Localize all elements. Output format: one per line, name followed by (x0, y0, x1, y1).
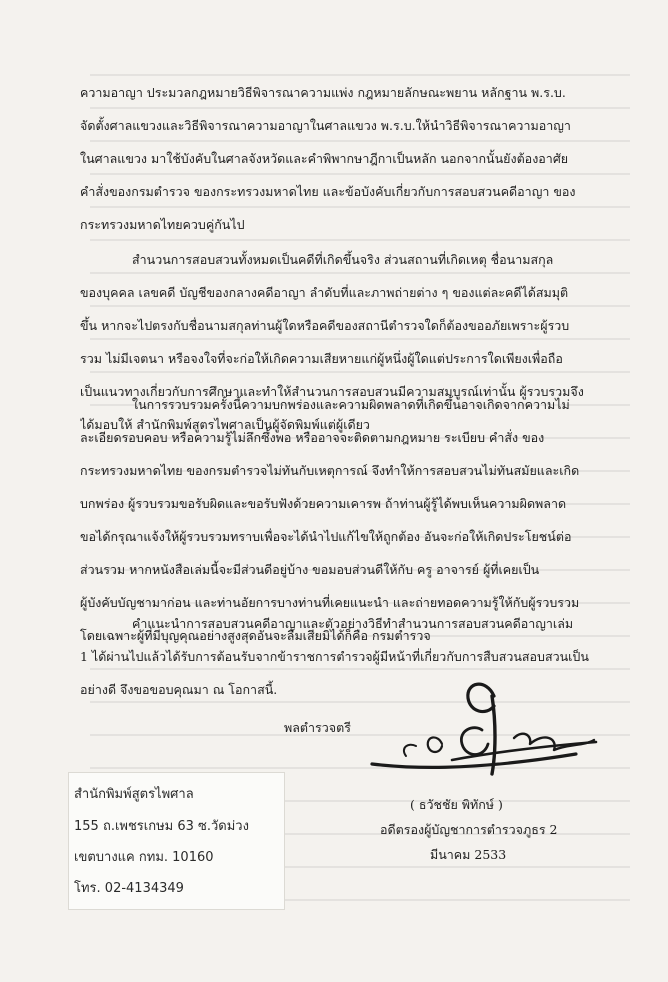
text-line: จัดตั้งศาลแขวงและวิธีพิจารณาความอาญาในศาลแขวง พ.ร.บ.ให้นำวิธีพิจารณาความอาญา (80, 118, 571, 133)
text-line: ในศาลแขวง มาใช้บังคับในศาลจังหวัดและคำพิพากษาฎีกาเป็นหลัก นอกจากนั้นยังต้องอาศัย (80, 151, 569, 166)
text-line: บกพร่อง ผู้รวบรวมขอรับผิดและขอรับฟังด้วยความเคารพ ถ้าท่านผู้รู้ได้พบเห็นความผิดพลาด (80, 496, 567, 511)
text-line: คำสั่งของกรมตำรวจ ของกระทรวงมหาดไทย และข้อบังคับเกี่ยวกับการสอบสวนคดีอาญา ของ (80, 184, 576, 199)
text-line: ส่วนรวม หากหนังสือเล่มนี้จะมีส่วนดีอยู่บ้าง ขอมอบส่วนดีให้กับ ครู อาจารย์ ผู้ที่เคยเป็น (80, 562, 540, 577)
text-line: กระทรวงมหาดไทยควบคู่กันไป (80, 217, 245, 232)
text-line: ในการรวบรวมครั้งนี้ความบกพร่องและความผิดพลาดที่เกิดขึ้นอาจเกิดจากความไม่ (132, 397, 570, 412)
text-line: สำนวนการสอบสวนทั้งหมดเป็นคดีที่เกิดขึ้นจริง ส่วนสถานที่เกิดเหตุ ชื่อนามสกุล (132, 252, 554, 267)
publisher-phone: โทร. 02-4134349 (74, 881, 184, 896)
text-line: 1 ได้ผ่านไปแล้วได้รับการต้อนรับจากข้าราชการตำรวจผู้มีหน้าที่เกี่ยวกับการสืบสวนสอบสวนเป็น (80, 649, 589, 664)
text-line: โดยเฉพาะผู้ที่มีบุญคุณอย่างสูงสุดอันจะลืมเสียมิได้ก็คือ กรมตำรวจ (80, 628, 431, 643)
signer-position: อดีตรองผู้บัญชาการตำรวจภูธร 2 (380, 822, 558, 837)
paragraph-laws (80, 76, 624, 241)
signer-rank: พลตำรวจตรี (284, 720, 351, 735)
handwritten-signature (346, 672, 616, 794)
text-line: ขึ้น หากจะไปตรงกับชื่อนามสกุลท่านผู้ใดหรือคดีของสถานีตำรวจใดก็ต้องขออภัยเพราะผู้รวบ (80, 318, 570, 333)
text-line: ละเอียดรอบคอบ หรือความรู้ไม่ลึกซึ้งพอ หรืออาจจะติดตามกฎหมาย ระเบียบ คำสั่ง ของ (80, 430, 545, 445)
text-line: ผู้บังคับบัญชามาก่อน และท่านอัยการบางท่านที่เคยแนะนำ และถ่ายทอดความรู้ให้กับผู้รวบรวม (80, 595, 580, 610)
text-line: ของบุคคล เลขคดี บัญชีของกลางคดีอาญา ลำดับที่และภาพถ่ายต่าง ๆ ของแต่ละคดีได้สมมุติ (80, 285, 569, 300)
publisher-district: เขตบางแค กทม. 10160 (74, 850, 214, 865)
signature-date: มีนาคม 2533 (430, 847, 507, 862)
text-line: คำแนะนำการสอบสวนคดีอาญาและตัวอย่างวิธีทำสำนวนการสอบสวนคดีอาญาเล่ม (132, 616, 574, 631)
text-line: ขอได้กรุณาแจ้งให้ผู้รวบรวมทราบเพื่อจะได้นำไปแก้ไขให้ถูกต้อง อันจะก่อให้เกิดประโยชน์ต่อ (80, 529, 572, 544)
signer-name: ( ธวัชชัย พิทักษ์ ) (410, 797, 503, 812)
text-line: ความอาญา ประมวลกฎหมายวิธีพิจารณาความแพ่ง กฎหมายลักษณะพยาน หลักฐาน พ.ร.บ. (80, 85, 566, 100)
text-line: เป็นแนวทางเกี่ยวกับการศึกษาและทำให้สำนวนการสอบสวนมีความสมบูรณ์เท่านั้น ผู้รวบรวมจึง (80, 384, 584, 399)
publisher-stamp (68, 772, 285, 910)
publisher-name: สำนักพิมพ์สูตรไพศาล (74, 787, 194, 802)
publisher-address: 155 ถ.เพชรเกษม 63 ซ.วัดม่วง (74, 819, 249, 834)
text-line: รวม ไม่มีเจตนา หรือจงใจที่จะก่อให้เกิดความเสียหายแก่ผู้หนึ่งผู้ใดแต่ประการใดเพียงเพื่อถือ (80, 351, 563, 366)
text-line: ได้มอบให้ สำนักพิมพ์สูตรไพศาลเป็นผู้จัดพิมพ์แต่ผู้เดียว (80, 417, 370, 432)
text-line: กระทรวงมหาดไทย ของกรมตำรวจไม่ทันกับเหตุการณ์ จึงทำให้การสอบสวนไม่ทันสมัยและเกิด (80, 463, 580, 478)
text-line: อย่างดี จึงขอขอบคุณมา ณ โอกาสนี้. (80, 682, 278, 697)
